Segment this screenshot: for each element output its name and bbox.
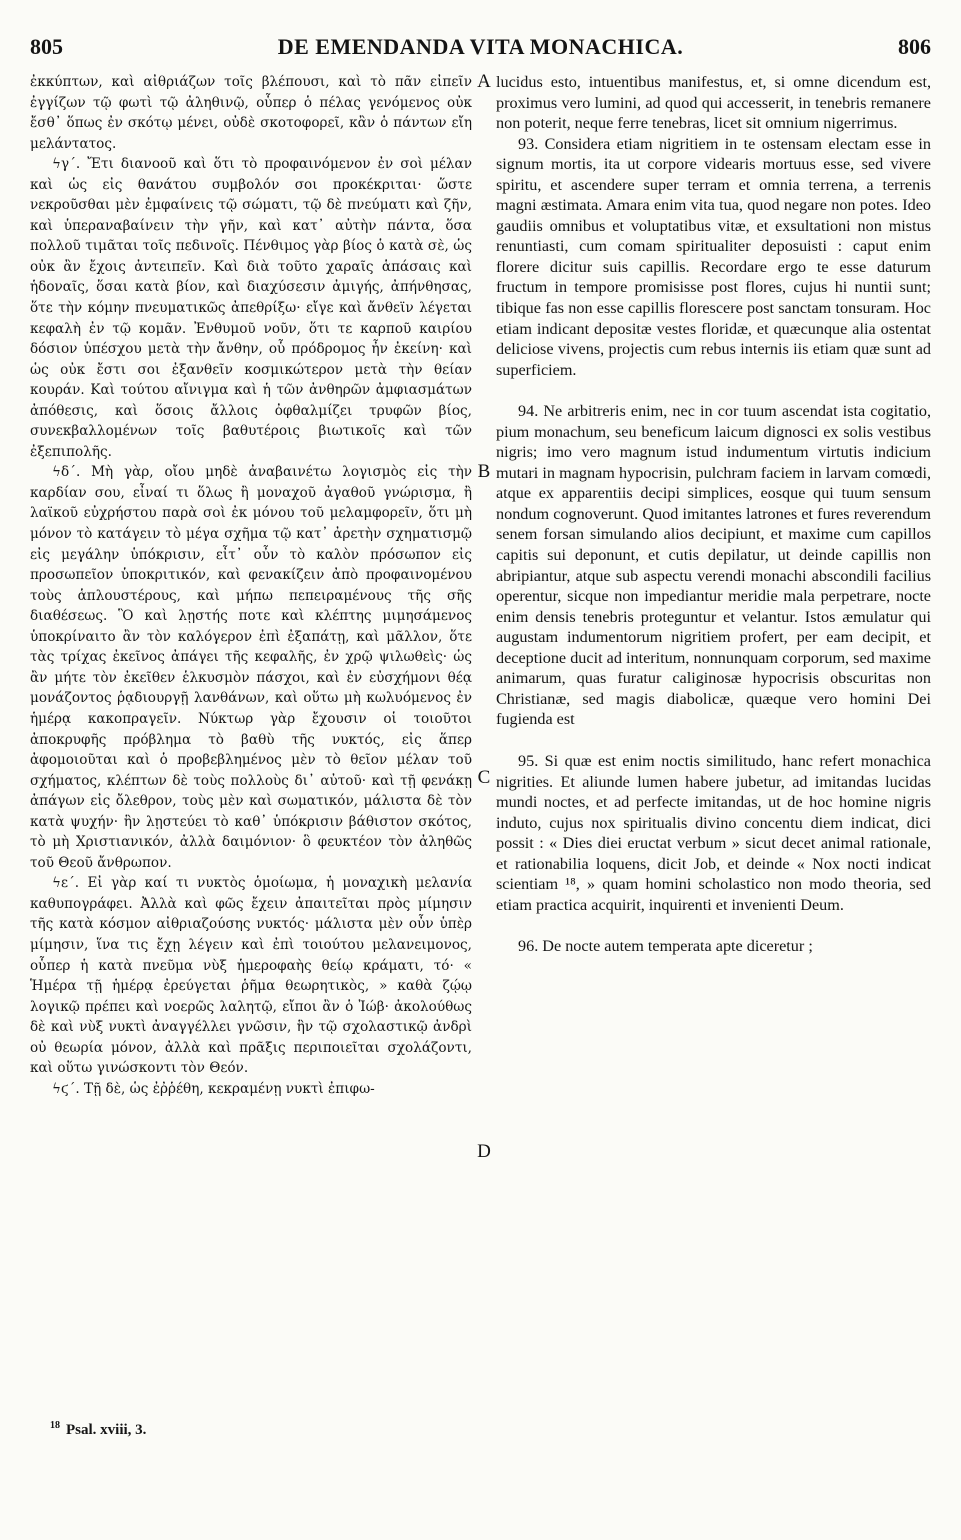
- latin-paragraph: 96. De nocte autem temperata apte diceretur ;: [518, 937, 813, 956]
- latin-column: [496, 72, 931, 1397]
- latin-paragraph: lucidus esto, intuentibus manifestus, et, si omne dicendum est, proximus vero lumini, ad quod qui accesserit, in tenebris remanere non poterit, neque ferre tenebras, licet sit omnium nigerrimus.: [496, 73, 931, 133]
- footnote-text: Psal. xviii, 3.: [66, 1422, 147, 1438]
- running-title: DE EMENDANDA VITA MONACHICA.: [277, 34, 684, 59]
- margin-letter-a: A: [477, 71, 491, 92]
- margin-letter-c: C: [477, 767, 491, 788]
- page-number-right: 806: [898, 34, 931, 59]
- latin-paragraph: 93. Considera etiam nigritiem in te ostensam electam esse in signum mortis, ita ut corpore videaris mortuus esse, sed vivere spiritu, et ascendere super terram et omnia terrena, a terrenis magni æstimata. Amara enim vita tua, quod negare non potes. Ideo gaudiis omnibus et voluptatibus vitæ, et exsultationi non mistus renuntiasti, cum comam spiritualiter deposuisti : caput enim florere dicitur suis capillis. Recordare ergo te esse daturum fructum in tempore promisisse post flores, cujus hi nuntii sunt; tibique fas non esse capillis florescere post sanctam tonsuram. Hoc etiam indicant depositæ vestes floridæ, et quæcunque alia ostentat deliciose vivens, projectis cum rebus internis iis etiam quæ sunt ad superficiem.: [496, 134, 931, 379]
- margin-letter-b: B: [477, 461, 491, 482]
- greek-paragraph: ἐκκύπτων, καὶ αἰθριάζων τοῖς βλέπουσι, καὶ τὸ πᾶν εἰπεῖν ἐγγίζων τῷ φωτὶ τῷ ἀληθινῷ, οὗπερ ὁ πέλας γενόμενος οὐκ ἔσθ᾽ ὅπως ἐν σκότῳ μένει, οὐδὲ σκοτοφορεῖ, κἂν ὁ πάντων εἴη μελάντατος.: [30, 74, 472, 152]
- latin-paragraph: 95. Si quæ est enim noctis similitudo, hanc refert monachica nigrities. Et aliunde lumen habere jubetur, ad imitandas lucidas mundi noctes, et ad perfecte imitandas, ut de hoc homine nigris induto, cujus nox spiritualis divino concentu diem indicat, dici possit : « Dies diei eructat verbum » sicut decet animal rationale, et rationabilia loquens, dicit Job, et deinde « Nox nocti indicat scientiam ¹⁸, » quam homini scholastico non modo theoria, sed etiam practica acquirit, inquirenti et invenienti Deum.: [496, 751, 931, 914]
- latin-paragraph: 94. Ne arbitreris enim, nec in cor tuum ascendat ista cogitatio, pium monachum, seu beneficum laicum dignosci ex solis vestibus nigris; imo vero magnum istud indumentum virtutis indicium mutari in magnam hypocrisin, pulchram faciem in larvam comœdi, atque ex apparentiis decipi simplices, eosque qui tuum sensum nondum cognoverunt. Quod imitantes latrones et fures reverendum senem forsan simulando alios decipiunt, et maxime cum capillos capitis sui deponunt, et cutis depilatur, ut deinde capillis non abripiantur, atque sub aspectu verendi monachi abscondili facilius operentur, sicque non impediantur meridie mala perpetrare, nocte enim densis tenebris proteguntur et velantur. Istos æmulatur qui augustam indumentorum nigritiem profert, per eam decipit, et deceptione ducit ad interitum, nonnunquam corporum, sed maxime animarum, quas furatur caliginosæ hypocrisis obscuritas non Christianæ, sed magis diabolicæ, quæque vero homini Dei fugienda est: [496, 402, 931, 729]
- page-number-left: 805: [30, 34, 63, 59]
- greek-column: [30, 72, 472, 1397]
- greek-paragraph: ϟγ΄. Ἔτι διανοοῦ καὶ ὅτι τὸ προφαινόμενον ἐν σοὶ μέλαν καὶ ὡς εἰς θανάτου συμβολόν σοι προκέκριται· ὥστε νεκροῦσθαι μὲν ἐμφαίνεις τῷ σώματι, τῷ δὲ πνεύματι καὶ ζῆν, καὶ ὑπεραναβαίνειν τὴν γῆν, καὶ κατ᾽ αὐτὴν πάντα, ὅσα πολλοῦ τιμᾶται τοῖς πεδινοῖς. Πένθιμος γὰρ βίος ὁ κατὰ σὲ, ὡς οὐκ ἂν ἔχοις ἀντειπεῖν. Καὶ διὰ τοῦτο χαραῖς ἁπάσαις καὶ ἡδοναῖς, ὅσαι κατὰ βίον, καὶ διαχύσεσιν ἀμιγής, ἀπήνθησας, ὅτε τὴν κόμην πνευματικῶς ἀπεθρίξω· εἴγε καὶ ἄνθεϊν λέγεται κεφαλὴ ἐν τῷ κομᾶν. Ἐνθυμοῦ νοῦν, ὅτι τε καρποῦ καιρίου δόσιον ὑπέσχου μετὰ τὴν ἄνθην, οὗ πρόδρομος ἦν ἐκείνη· καὶ ὡς οὐκ ἔστι σοι ἐξανθεῖν κοσμικώτερον μετὰ τὴν θείαν κουράν. Καὶ τούτου αἴνιγμα καὶ ἡ τῶν ἀνθηρῶν ἀμφιασμάτων ἀπόθεσις, καὶ ὅσοις ἄλλοις ὀφθαλμίζει τρυφῶν βίος, συνεκβαλλομένων τοῖς βαθυτέροις βιωτικοῖς καὶ τῶν ἐξεπιπολῆς.: [30, 156, 472, 460]
- greek-paragraph: ϟε΄. Εἰ γὰρ καί τι νυκτὸς ὁμοίωμα, ἡ μοναχικὴ μελανία καθυπογράφει. Ἀλλὰ καὶ φῶς ἔχειν ἀπαιτεῖται πρὸς μίμησιν τῆς κατὰ κόσμον αἰθριαζούσης νυκτός· μάλιστα μὲν οὖν ὑπὲρ μίμησιν, ἵνα τις ἔχῃ λέγειν καὶ ἐπὶ τοιούτου μελανειμονος, οὗπερ ἡ κατὰ πνεῦμα νὺξ ἡμεροφαὴς θείῳ κράματι, τό· « Ἡμέρα τῇ ἡμέρᾳ ἐρεύγεται ῥῆμα θεωρητικὸς, » καθὰ ζῴῳ λογικῷ πρέπει καὶ νοερῶς λαλητῷ, εἴποι ἂν ὁ Ἰώβ· ἀκολούθως δὲ καὶ νὺξ νυκτὶ ἀναγγέλλει γνῶσιν, ἣν τῷ σχολαστικῷ ἀνδρὶ οὐ θεωρία μόνον, ἀλλὰ καὶ πρᾶξις περιποιεῖται σχολάζοντι, καὶ οὕτω γινώσκοντι τὸν Θεόν.: [30, 875, 472, 1077]
- footnote-number: 18: [50, 1420, 60, 1431]
- margin-letter-d: D: [477, 1141, 491, 1162]
- running-header: [30, 34, 931, 64]
- footnote: [50, 1420, 146, 1439]
- greek-paragraph: ϟϛ΄. Τῇ δὲ, ὡς ἐῤῥέθη, κεκραμένῃ νυκτὶ ἐπιφω-: [52, 1080, 375, 1097]
- greek-paragraph: ϟδ΄. Μὴ γὰρ, οἴου μηδὲ ἀναβαινέτω λογισμὸς εἰς τὴν καρδίαν σου, εἶναί τι ὅλως ἢ μοναχοῦ ἀγαθοῦ γνώρισμα, ἢ λαϊκοῦ εὐχρήστου παρὰ σοὶ ἐκ μόνου τοῦ μελαμφορεῖν, ὅτι μὴ μόνον τὸ κατάγειν τὸ μέγα σχῆμα τῷ κατ᾽ ἀρετὴν σχηματισμῷ εἰς μεγάλην ὑπόκρισιν, εἶτ᾽ οὖν τὸ καλὸν πρόσωπον εἰς προσωπεῖον ὑποκριτικόν, καὶ φενακίζειν ἀπὸ προφαινομένου τοὺς ἁπλουστέρους, καὶ μήπω πεπειραμένους τῆς σῆς διαθέσεως. Ὃ καὶ λῃστής ποτε καὶ κλέπτης μιμησάμενος ὑποκρίναιτο ἂν τὸν καλόγερον ἐπὶ ἐξαπάτῃ, καὶ μᾶλλον, ὅτε τὰς τρίχας ἐκεῖνος ἀπάγει τῆς κεφαλῆς, ἐν χρῷ ψιλωθεὶς· ὡς ἂν μήτε τὸν ἐκεῖθεν ἑλκυσμὸν πάσχοι, καὶ ἐν εὐσχήμονι θέᾳ μονάζοντος ῥᾳδιουργῇ λανθάνων, καὶ οὕτω μὴ κωλυόμενος ἐν ἡμέρᾳ κακοπραγεῖν. Νύκτωρ γὰρ ἔχουσιν οἱ τοιοῦτοι ἀποκρυφῆς πρόβλημα τὸ βαθὺ τῆς νυκτός, εἰς ἅπερ ἀφομοιοῦται καὶ ὁ προβεβλημένος μὲν τὸ θεῖον μέλαν τοῦ σχήματος, κλέπτων δὲ τοὺς πολλοὺς δι᾽ αὐτοῦ· καὶ τῇ φενάκῃ ἀπάγων εἰς ὄλεθρον, τοὺς μὲν καὶ σωματικόν, μάλιστα δὲ τὸν κατὰ ψυχήν· ἣν λῃστεύει τὸ καθ᾽ ὑπόκρισιν βάθιστον σκότος, τὸ μὴ Χριστιανικόν, ἀλλὰ δαιμόνιον· ὃ φευκτέον τὸν ἀληθῶς τοῦ Θεοῦ ἄνθρωπον.: [30, 464, 472, 871]
